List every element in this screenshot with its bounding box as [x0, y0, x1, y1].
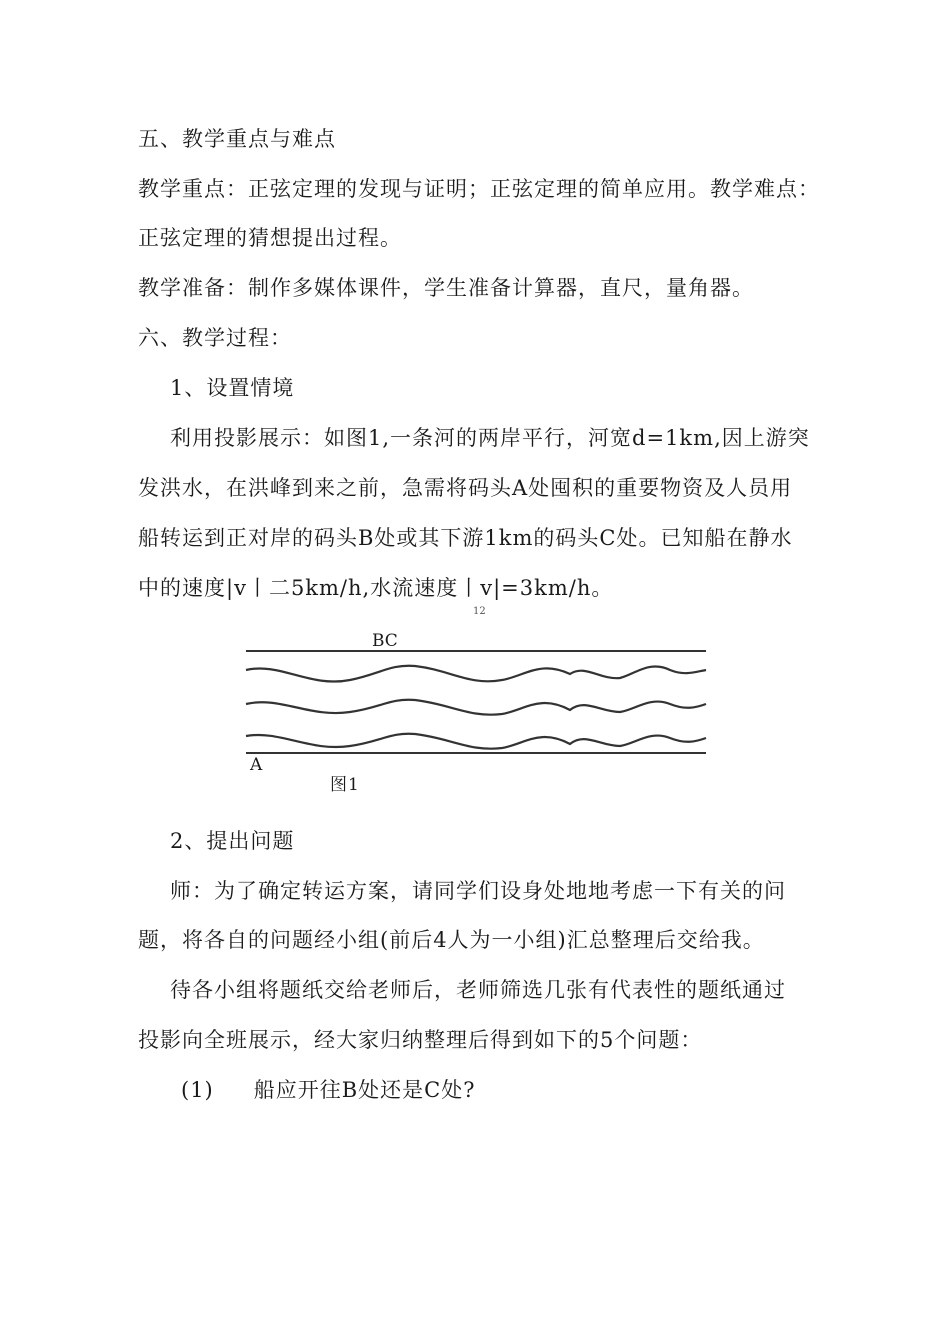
- step2-para2-line-1: 待各小组将题纸交给老师后，老师筛选几张有代表性的题纸通过: [170, 978, 786, 1002]
- section-heading-5: 五、教学重点与难点: [138, 127, 336, 151]
- river-figure: [240, 640, 710, 760]
- teaching-prep: 教学准备：制作多媒体课件，学生准备计算器，直尺，量角器。: [138, 276, 754, 300]
- question-1-text: 船应开往B处还是C处?: [253, 1078, 476, 1102]
- step1-para-line-2: 发洪水，在洪峰到来之前，急需将码头A处囤积的重要物资及人员用: [138, 476, 793, 500]
- step2-para1-line-1: 师：为了确定转运方案，请同学们设身处地地考虑一下有关的问: [170, 879, 786, 903]
- step1-para-line-3: 船转运到正对岸的码头B处或其下游1km的码头C处。已知船在静水: [138, 526, 793, 550]
- step2-para1-line-2: 题，将各自的问题经小组(前后4人为一小组)汇总整理后交给我。: [138, 928, 765, 952]
- wave-line-1: [246, 666, 706, 682]
- subscript-note: 12: [473, 606, 486, 617]
- section-heading-6: 六、教学过程：: [138, 326, 292, 350]
- label-bc: BC: [372, 631, 398, 651]
- label-a: A: [250, 755, 263, 775]
- step2-title: 2、提出问题: [170, 829, 295, 853]
- step1-para-line-1: 利用投影展示：如图1,一条河的两岸平行，河宽d=1km,因上游突: [170, 426, 810, 450]
- wave-line-2: [246, 700, 706, 715]
- question-1-number: (1): [181, 1078, 214, 1102]
- key-points-line-1: 教学重点：正弦定理的发现与证明；正弦定理的简单应用。教学难点：: [138, 177, 820, 201]
- step1-title: 1、设置情境: [170, 376, 295, 400]
- step2-para2-line-2: 投影向全班展示，经大家归纳整理后得到如下的5个问题：: [138, 1028, 703, 1052]
- question-1: [181, 1075, 476, 1105]
- wave-line-3: [246, 734, 706, 749]
- figure-caption: 图1: [330, 775, 360, 795]
- step1-para-line-4: 中的速度|v丨二5km/h,水流速度丨v|=3km/h。: [138, 576, 614, 600]
- key-points-line-2: 正弦定理的猜想提出过程。: [138, 226, 402, 250]
